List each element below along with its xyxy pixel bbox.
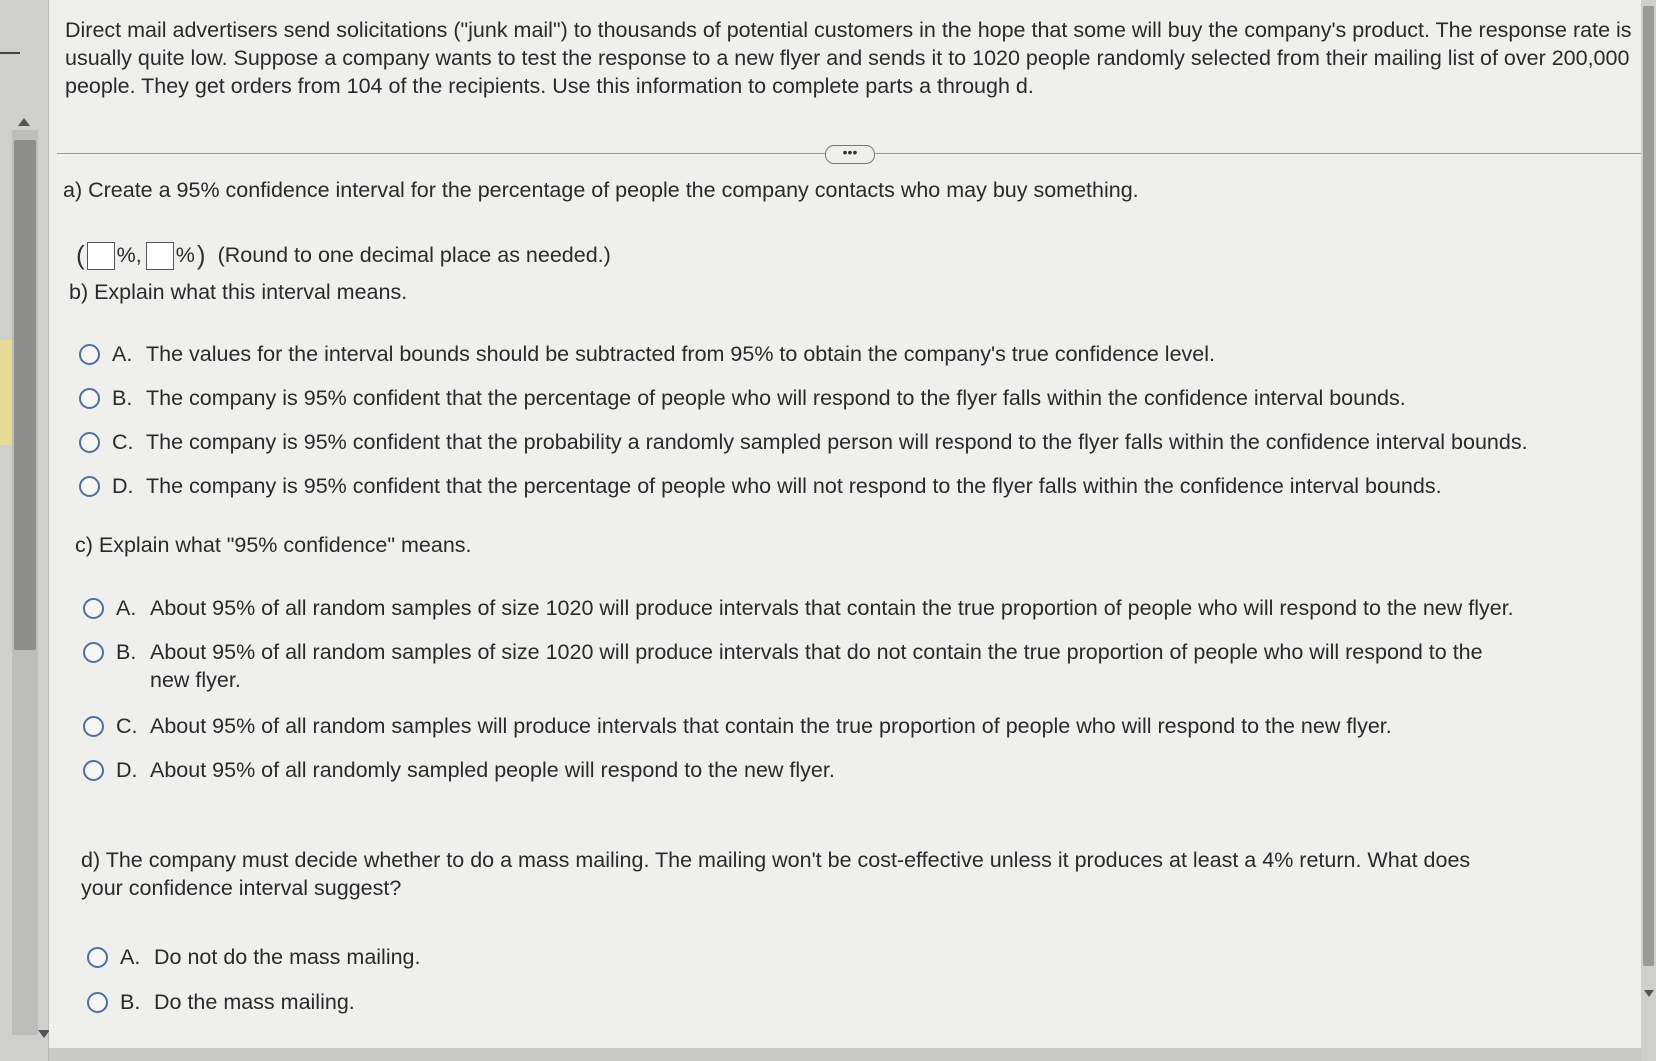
percent-sign-lower: %, — [116, 243, 142, 267]
radio-button[interactable] — [79, 476, 100, 497]
radio-button[interactable] — [83, 598, 104, 619]
option-text: The company is 95% confident that the probability a randomly sampled person will respond to the flyer falls within the confidence interval bounds. — [146, 430, 1528, 454]
problem-statement: Direct mail advertisers send solicitations ("junk mail") to thousands of potential customers in the hope that some will buy the company's product. The response rate is usually quite low. Suppose a company wants to test the response to a new flyer and sends it to 1020 people randomly selected from their mailing list of over 200,000 people. They get orders from 104 of the recipients. Use this information to complete parts a through d. — [65, 18, 1632, 98]
bottom-strip — [49, 1048, 1641, 1061]
radio-button[interactable] — [83, 642, 104, 663]
right-scroll-down-arrow-icon[interactable] — [1644, 990, 1654, 997]
option-letter: B. — [112, 386, 133, 410]
part-b-option-c[interactable] — [79, 428, 1609, 456]
rounding-note: (Round to one decimal place as needed.) — [217, 243, 611, 267]
radio-button[interactable] — [87, 992, 108, 1013]
close-paren: ) — [196, 240, 206, 270]
part-b-option-a[interactable] — [79, 340, 1599, 368]
option-letter: A. — [116, 596, 137, 620]
part-b-option-b[interactable] — [79, 384, 1599, 412]
part-c-option-b[interactable] — [83, 638, 1523, 694]
scroll-up-arrow-icon[interactable] — [18, 118, 30, 126]
part-d-option-a[interactable] — [87, 943, 887, 971]
option-letter: B. — [116, 640, 137, 664]
option-letter: D. — [112, 474, 134, 498]
percent-sign-upper: % — [175, 243, 195, 267]
radio-button[interactable] — [79, 388, 100, 409]
option-text: About 95% of all random samples will produce intervals that contain the true proportion of people who will respond to the new flyer. — [150, 714, 1392, 738]
option-letter: A. — [112, 342, 133, 366]
radio-button[interactable] — [83, 760, 104, 781]
scrollbar-thumb[interactable] — [14, 140, 36, 650]
left-sidebar — [0, 0, 49, 1061]
radio-button[interactable] — [87, 947, 108, 968]
part-d-question: d) The company must decide whether to do a mass mailing. The mailing won't be cost-effective unless it produces at least a 4% return. What does your confidence interval suggest? — [81, 848, 1471, 900]
question-panel — [49, 0, 1641, 1048]
upper-bound-input[interactable] — [146, 242, 174, 270]
part-c-option-d[interactable] — [83, 756, 1603, 784]
option-letter: A. — [120, 945, 141, 969]
part-d-option-b[interactable] — [87, 988, 887, 1016]
option-letter: B. — [120, 990, 141, 1014]
part-c-option-a[interactable] — [83, 594, 1603, 622]
option-text: About 95% of all randomly sampled people will respond to the new flyer. — [150, 758, 835, 782]
part-c-question: c) Explain what "95% confidence" means. — [75, 533, 472, 557]
dash-marker — [0, 52, 20, 54]
radio-button[interactable] — [83, 716, 104, 737]
option-letter: D. — [116, 758, 138, 782]
option-text: The values for the interval bounds should be subtracted from 95% to obtain the company's true confidence level. — [146, 342, 1215, 366]
part-b-question: b) Explain what this interval means. — [69, 280, 408, 304]
part-a-answer-row — [76, 240, 611, 271]
part-c-option-c[interactable] — [83, 712, 1603, 740]
option-text: The company is 95% confident that the percentage of people who will not respond to the flyer falls within the confidence interval bounds. — [146, 474, 1442, 498]
expand-more-button[interactable]: ••• — [825, 145, 875, 164]
part-a-question: a) Create a 95% confidence interval for the percentage of people the company contacts who may buy something. — [63, 178, 1139, 202]
option-text: About 95% of all random samples of size 1020 will produce intervals that contain the true proportion of people who will respond to the new flyer. — [150, 596, 1514, 620]
radio-button[interactable] — [79, 344, 100, 365]
option-letter: C. — [116, 714, 138, 738]
right-scrollbar[interactable] — [1641, 0, 1656, 1061]
option-text: The company is 95% confident that the percentage of people who will respond to the flyer falls within the confidence interval bounds. — [146, 386, 1406, 410]
part-b-option-d[interactable] — [79, 472, 1599, 500]
lower-bound-input[interactable] — [87, 242, 115, 270]
right-scrollbar-thumb[interactable] — [1643, 6, 1654, 966]
option-text: About 95% of all random samples of size 1020 will produce intervals that do not contain the true proportion of people who will respond to the new flyer. — [150, 640, 1483, 692]
radio-button[interactable] — [79, 432, 100, 453]
open-paren: ( — [76, 240, 85, 270]
option-letter: C. — [112, 430, 134, 454]
option-text: Do not do the mass mailing. — [154, 945, 421, 969]
option-text: Do the mass mailing. — [154, 990, 355, 1014]
